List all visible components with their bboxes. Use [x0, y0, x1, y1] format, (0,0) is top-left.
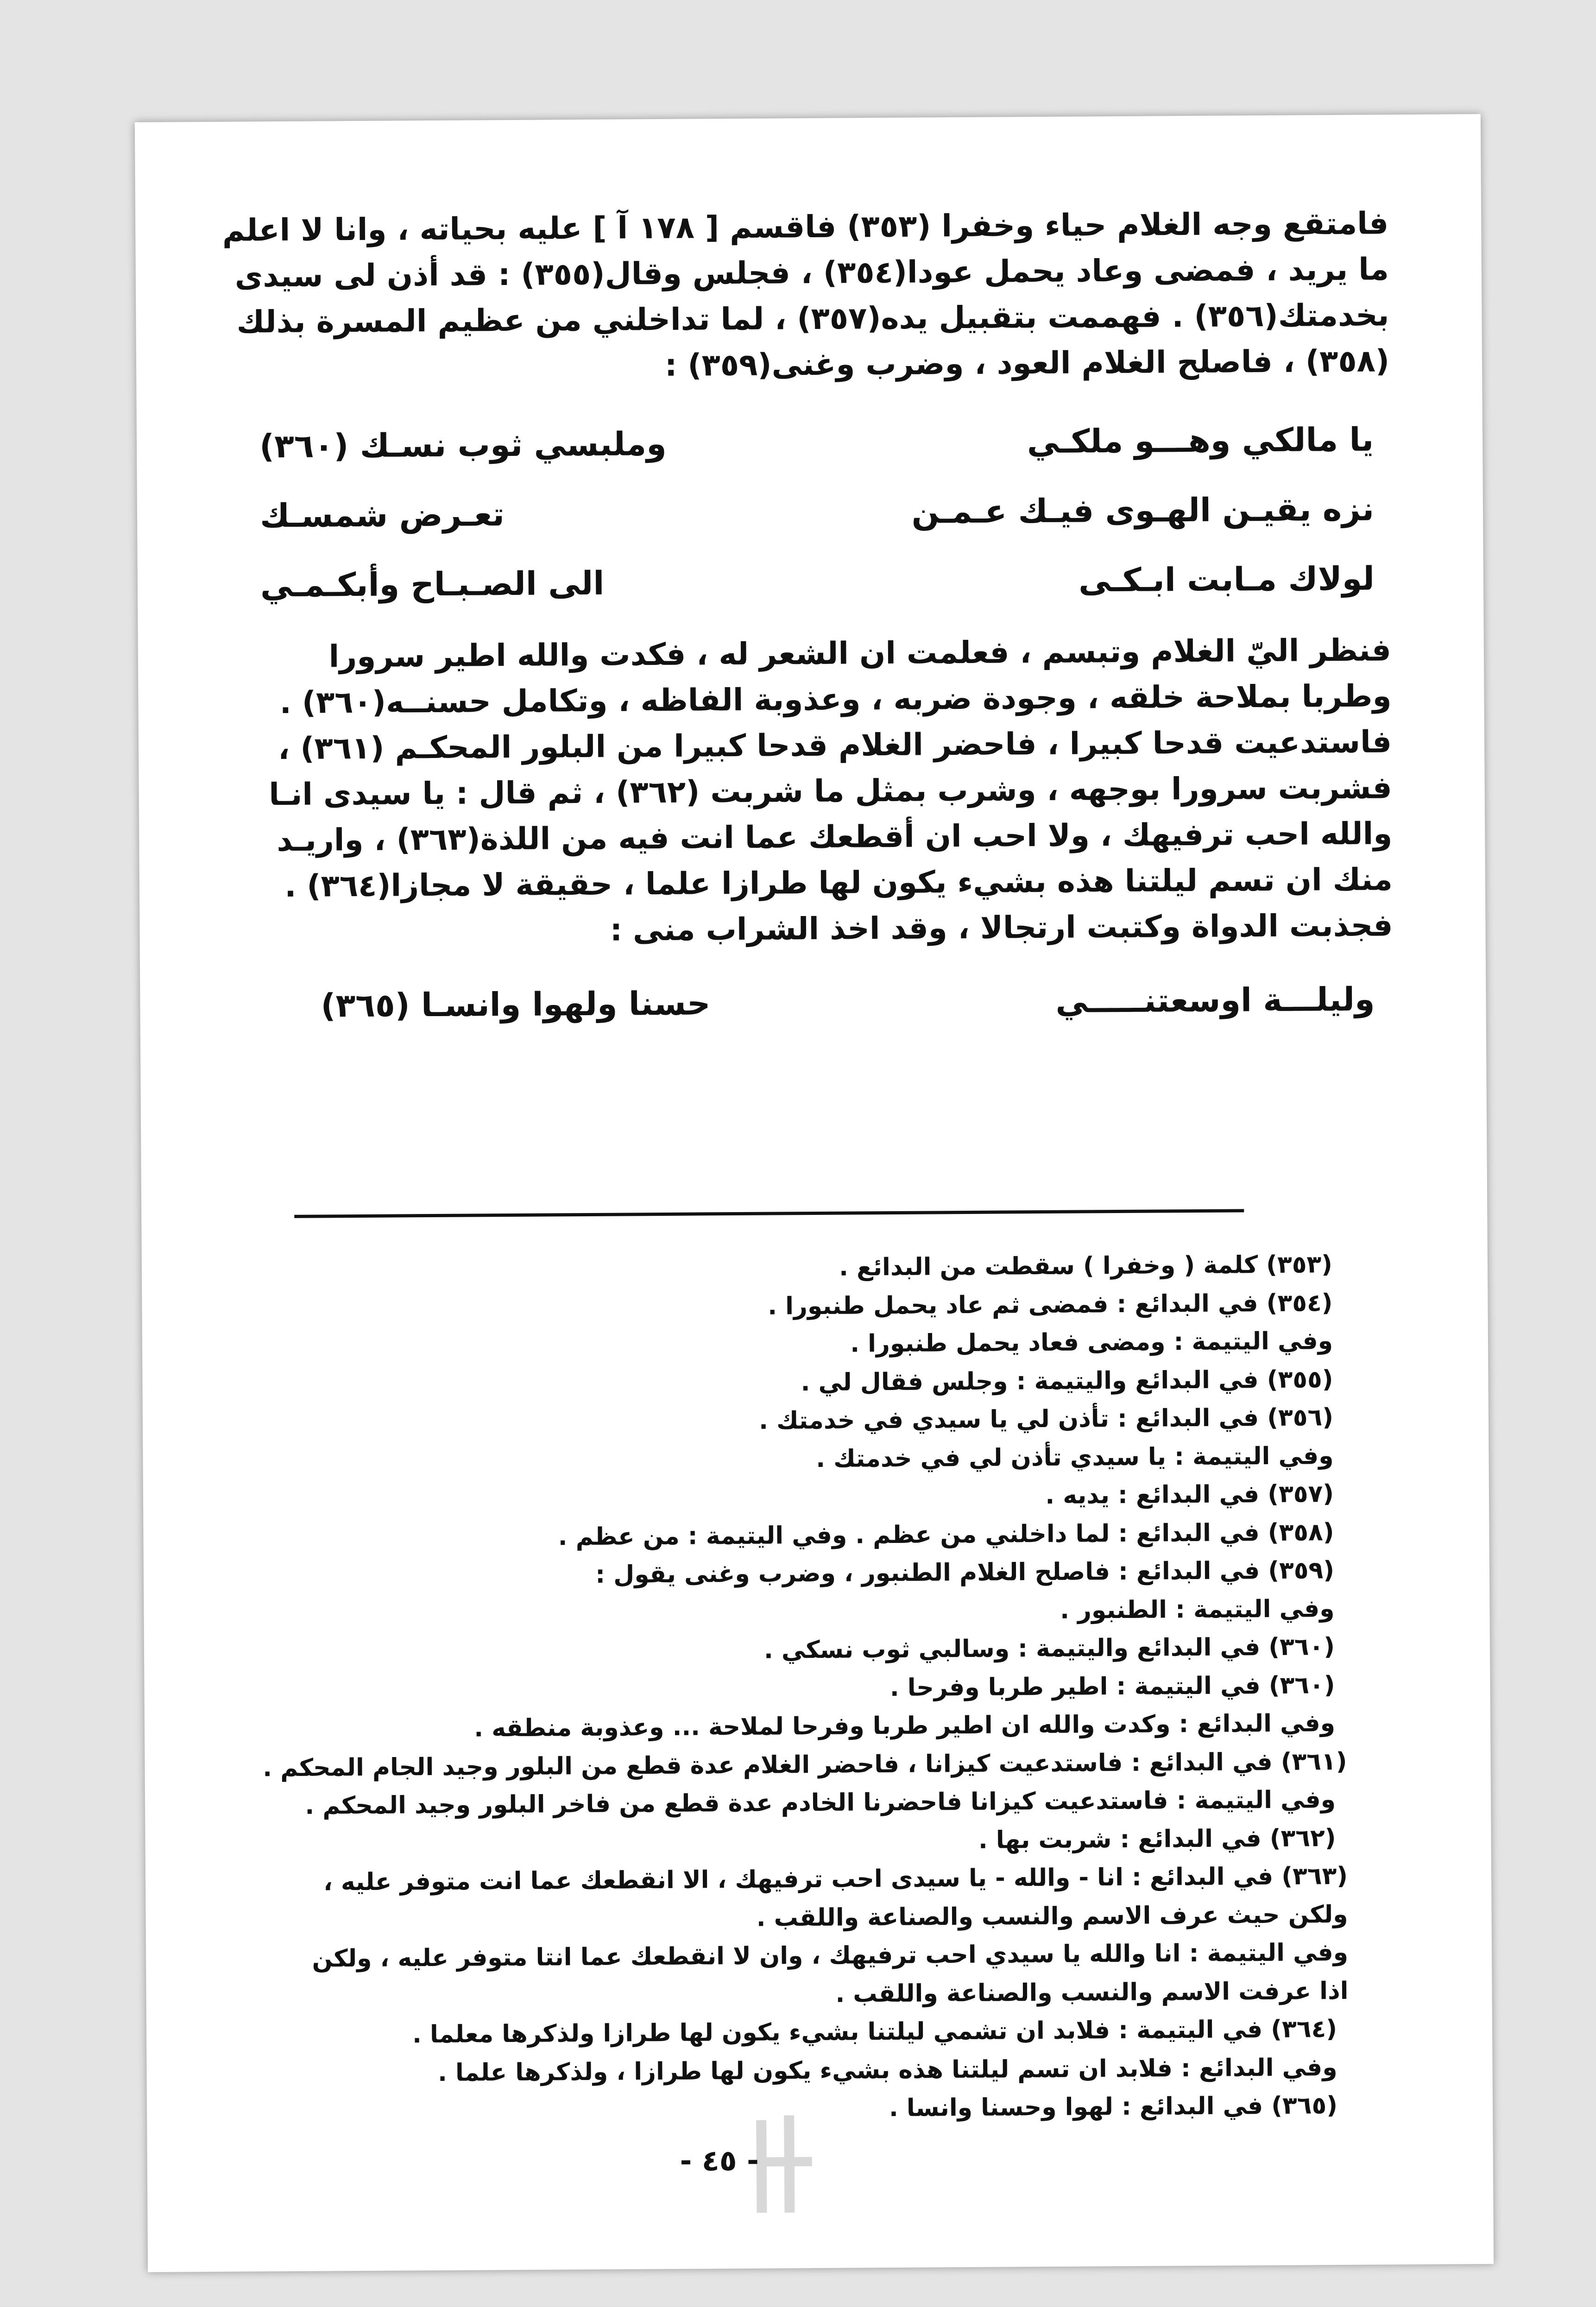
verse-line: [219, 969, 1394, 1036]
verse-line: [216, 474, 1391, 550]
footnote-line: وفي اليتيمة : يا سيدي تأذن لي في خدمتك .: [816, 1441, 1334, 1473]
text-line: وطربا بملاحة خلقه ، وجودة ضربه ، وعذوبة الفاظه ، وتكامل حسنــه(٣٦٠) .: [279, 678, 1392, 721]
footnote-line: وفي اليتيمة : الطنبور .: [1060, 1594, 1335, 1624]
footnote-line: (٣٦٠) في اليتيمة : اطير طربا وفرحا .: [889, 1671, 1335, 1702]
verse-first-hemistich: يا مالكي وهـــو ملكـي: [1027, 420, 1374, 461]
text-line: فامتقع وجه الغلام حياء وخفرا (٣٥٣) فاقسم [ ١٧٨ آ ] عليه بحياته ، وانا لا اعلم: [222, 205, 1389, 248]
footnote-line: (٣٦١) في البدائع : فاستدعيت كيزانا ، فاحضر الغلام عدة قطع من البلور وجيد الجام المحكم .: [263, 1747, 1347, 1782]
text-line: فاستدعيت قدحا كبيرا ، فاحضر الغلام قدحا كبيرا من البلور المحكـم (٣٦١) ،: [278, 724, 1392, 767]
page-number: - ٤٥ -: [680, 2143, 759, 2178]
verse-second-hemistich: وملبسي ثوب نسـك (٣٦٠): [259, 424, 667, 466]
footnote-line: وفي البدائع : فلابد ان تسم ليلتنا هذه بشيء يكون لها طرازا ، ولذكرها علما .: [437, 2053, 1337, 2087]
poem-2: [219, 969, 1394, 1036]
book-page: [135, 114, 1494, 2272]
footnote-line: وفي البدائع : وكدت والله ان اطير طربا وفرحا لملاحة ... وعذوبة منطقه .: [474, 1709, 1336, 1743]
footnote-line: (٣٥٨) في البدائع : لما داخلني من عظم . وفي اليتيمة : من عظم .: [558, 1518, 1334, 1551]
verse-line: [216, 544, 1391, 620]
verse-first-hemistich: وليلـــة اوسعتنـــــي: [1055, 980, 1375, 1020]
text-line: فجذبت الدواة وكتبت ارتجالا ، وقد اخذ الشراب منى :: [610, 907, 1393, 948]
footnote-separator: [294, 1209, 1244, 1218]
footnotes: [263, 1245, 1350, 2130]
footnote-line: (٣٥٣) كلمة ( وخفرا ) سقطت من البدائع .: [839, 1251, 1333, 1282]
footnote-line: (٣٥٥) في البدائع واليتيمة : وجلس فقال لي .: [801, 1365, 1333, 1397]
text-line: فشربت سرورا بوجهه ، وشرب بمثل ما شربت (٣٦٢) ، ثم قال : يا سيدى انـا: [269, 770, 1392, 813]
footnote-line: ولكن حيث عرف الاسم والنسب والصناعة واللقب .: [756, 1900, 1348, 1932]
footnote-line: (٣٦٠) في البدائع واليتيمة : وسالبي ثوب نسكي .: [763, 1633, 1335, 1664]
text-line: بخدمتك(٣٥٦) . فهممت بتقبيل يده(٣٥٧) ، لما تداخلني من عظيم المسرة بذلك: [236, 297, 1389, 340]
verse-first-hemistich: نزه يقيـن الهـوى فيـك عـمـن: [911, 490, 1375, 531]
verse-line: [215, 405, 1390, 481]
footnote-line: (٣٥٩) في البدائع : فاصلح الغلام الطنبور ، وضرب وغنى يقول :: [595, 1556, 1335, 1589]
footnote-line: (٣٥٧) في البدائع : يديه .: [1045, 1480, 1334, 1510]
paragraph-1: [214, 200, 1389, 391]
text-line: ما يريد ، فمضى وعاد يحمل عودا(٣٥٤) ، فجلس وقال(٣٥٥) : قد أذن لى سيدى: [234, 251, 1389, 294]
footnote-line: (٣٥٦) في البدائع : تأذن لي يا سيدي في خدمتك .: [758, 1403, 1334, 1435]
footnote-line: (٣٦٣) في البدائع : انا - والله - يا سيدى احب ترفيهك ، الا انقطعك عما انت متوفر عليه ،: [323, 1862, 1348, 1896]
footnote-line: اذا عرفت الاسم والنسب والصناعة واللقب .: [835, 1977, 1349, 2008]
verse-first-hemistich: لولاك مـابت ابـكـى: [1078, 559, 1375, 600]
footnote-line: وفي اليتيمة : فاستدعيت كيزانا فاحضرنا الخادم عدة قطع من فاخر البلور وجيد المحكم .: [305, 1786, 1336, 1820]
text-line: منك ان تسم ليلتنا هذه بشيء يكون لها طرازا علما ، حقيقة لا مجازا(٣٦٤) .: [284, 861, 1393, 904]
poem-1: [215, 405, 1391, 620]
footnote-line: (٣٦٤) في اليتيمة : فلابد ان تشمي ليلتنا بشيء يكون لها طرازا ولذكرها معلما .: [412, 2015, 1337, 2049]
footnote-line: (٣٦٥) في البدائع : لهوا وحسنا وانسا .: [889, 2092, 1338, 2123]
verse-second-hemistich: حسنا ولهوا وانسـا (٣٦٥): [321, 984, 711, 1025]
text-line: فنظر اليّ الغلام وتبسم ، فعلمت ان الشعر له ، فكدت والله اطير سرورا: [328, 632, 1392, 675]
verse-second-hemistich: تعـرض شمسـك: [259, 495, 505, 535]
footnote-line: (٣٥٤) في البدائع : فمضى ثم عاد يحمل طنبورا .: [768, 1289, 1333, 1321]
text-line: (٣٥٨) ، فاصلح الغلام العود ، وضرب وغنى(٣٥٩) :: [664, 343, 1390, 383]
paragraph-2: [217, 627, 1393, 955]
footnote-line: وفي اليتيمة : انا والله يا سيدي احب ترفيهك ، وان لا انقطعك عما انتا متوفر عليه ، ولكن: [312, 1938, 1349, 1973]
text-line: والله احب ترفيهك ، ولا احب ان أقطعك عما انت فيه من اللذة(٣٦٣) ، واريـد: [277, 815, 1393, 859]
footnote-line: وفي اليتيمة : ومضى فعاد يحمل طنبورا .: [850, 1327, 1333, 1358]
verse-second-hemistich: الى الصـبـاح وأبكـمـي: [260, 564, 605, 605]
main-text: [214, 200, 1394, 1045]
footnote-line: (٣٦٢) في البدائع : شربت بها .: [978, 1824, 1336, 1854]
